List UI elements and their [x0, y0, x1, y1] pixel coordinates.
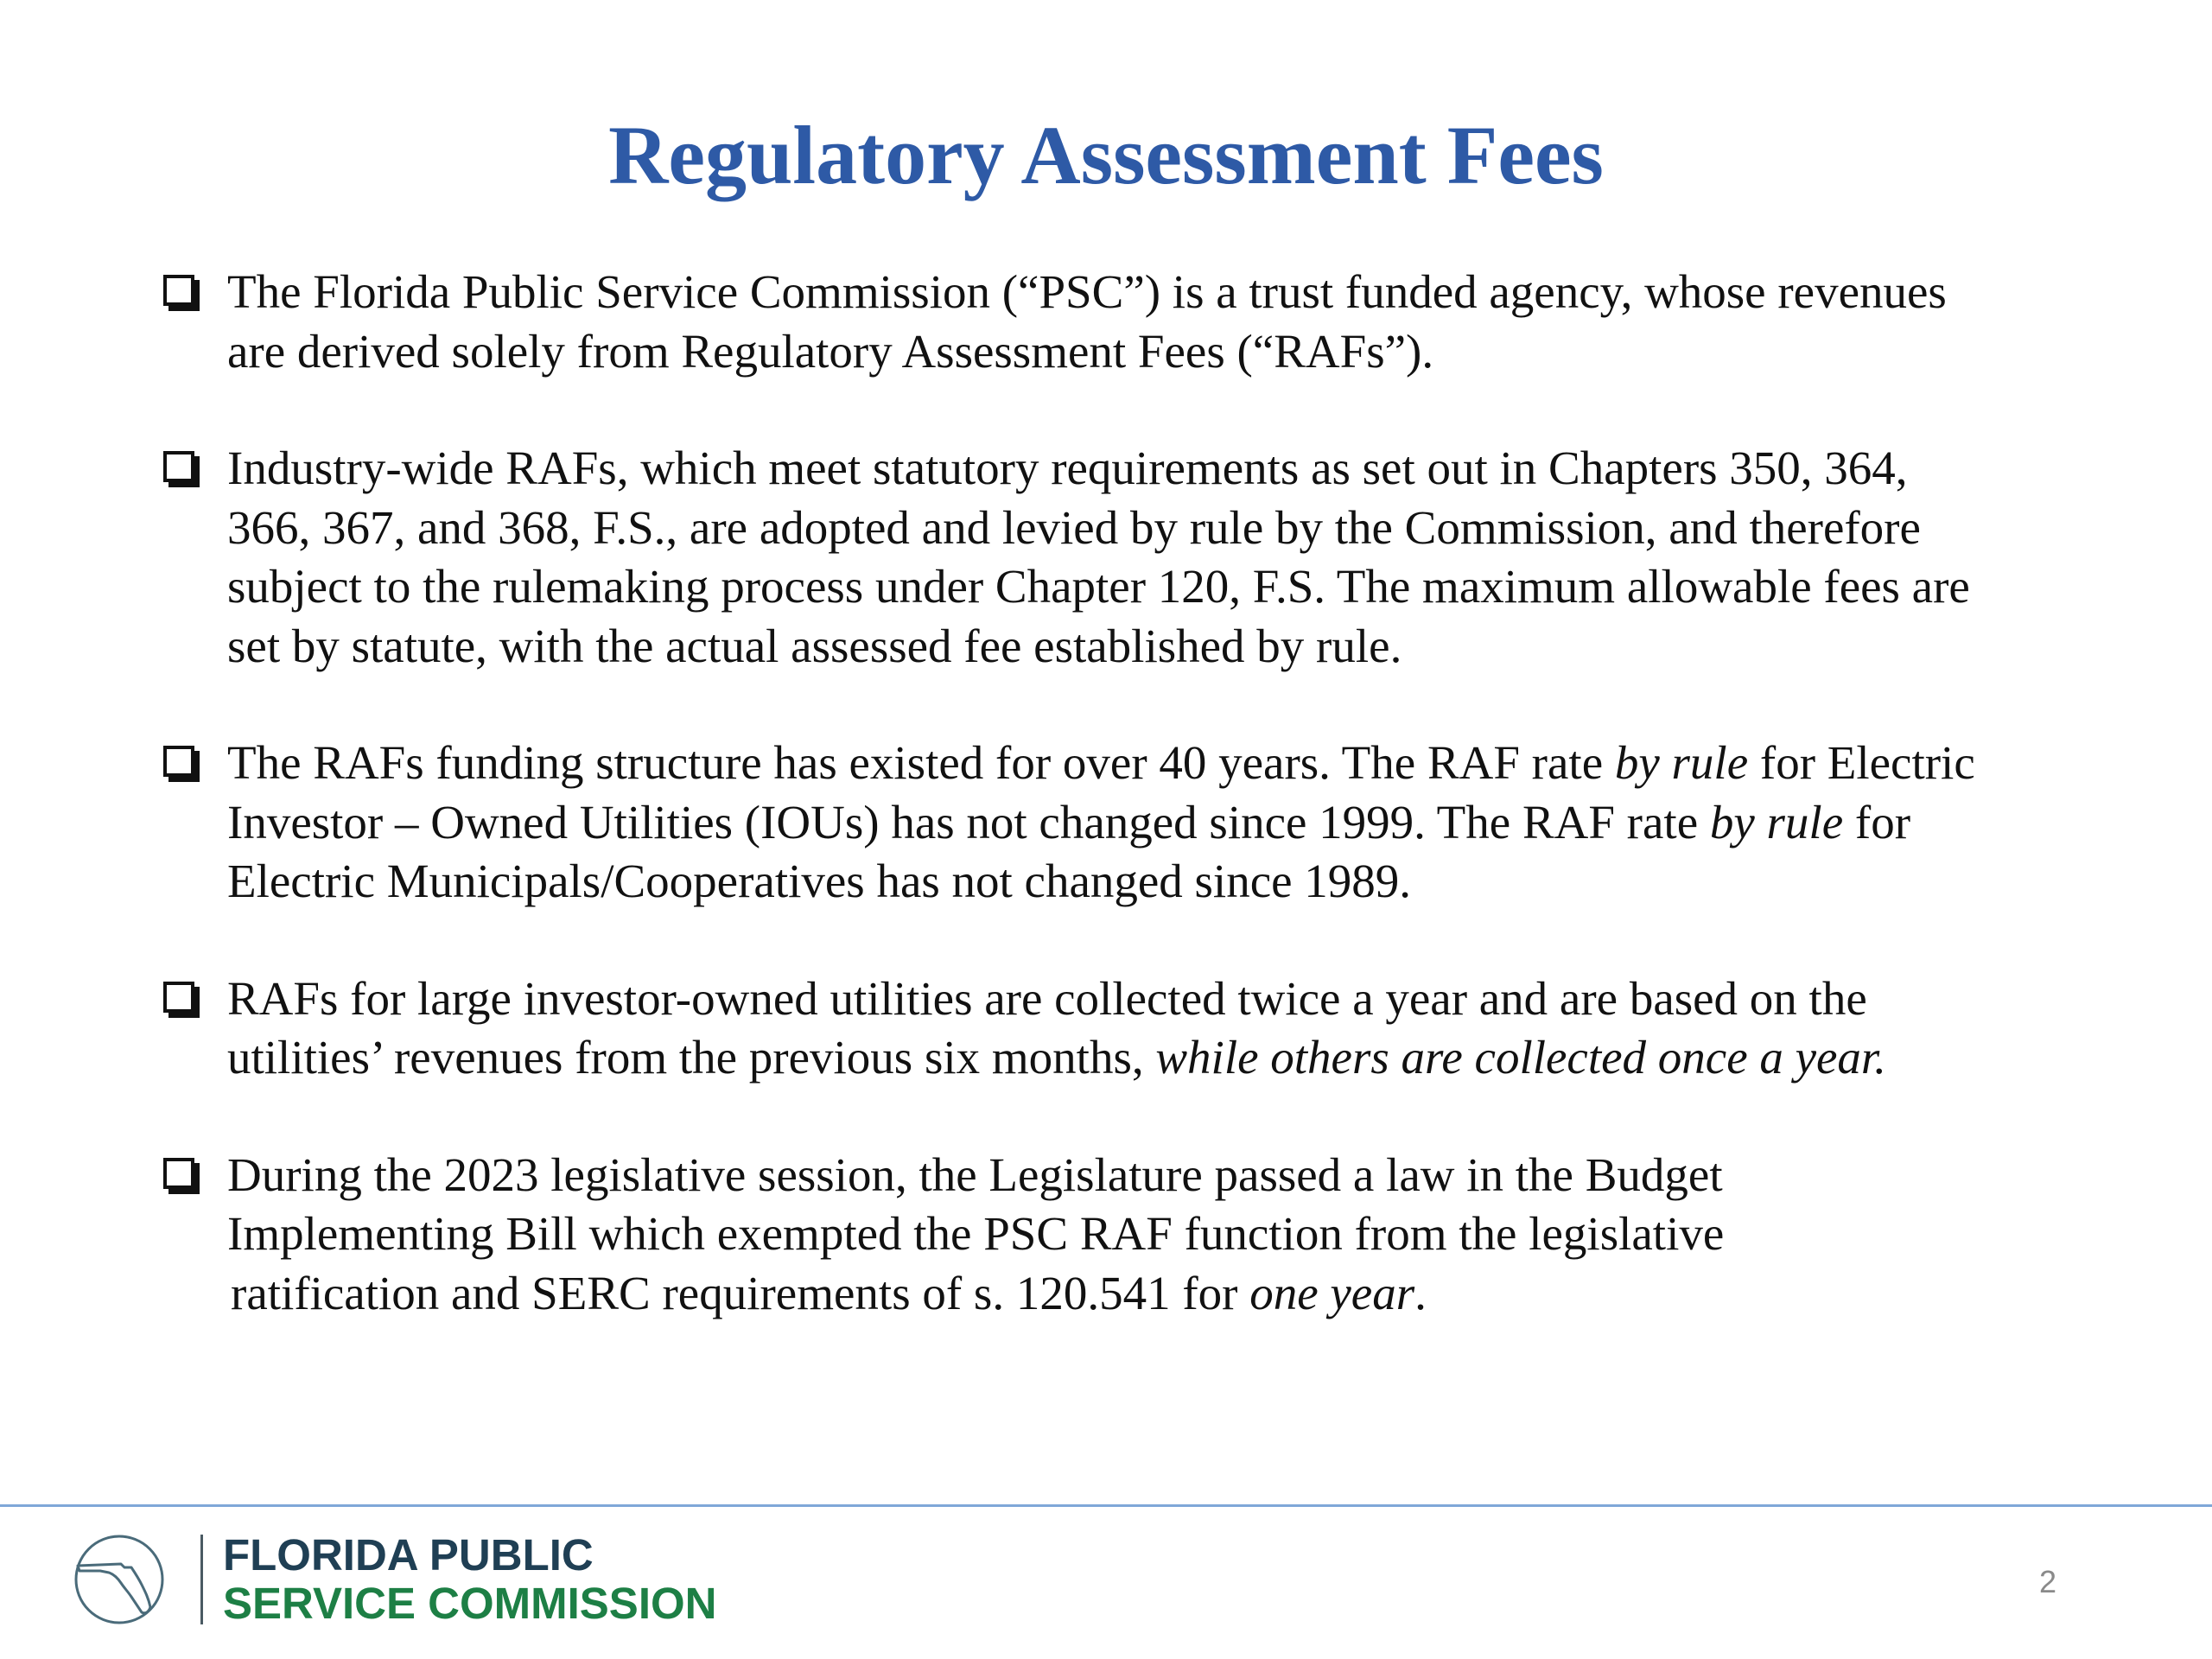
- checkbox-bullet-icon: [163, 275, 194, 306]
- checkbox-bullet-icon: [163, 1158, 194, 1189]
- text-run: 366, 367, and 368, F.S., are adopted and levied by rule by the Commission, and therefore: [227, 500, 1921, 554]
- footer-divider: [0, 1504, 2212, 1507]
- bullet-line: [227, 499, 2061, 558]
- text-run: Investor – Owned Utilities (IOUs) has not changed since 1999. The RAF rate: [227, 795, 1710, 849]
- text-run: .: [1414, 1266, 1427, 1319]
- checkbox-bullet-icon: [163, 746, 194, 777]
- bullet-line: [227, 852, 2061, 912]
- bullet-item: [160, 734, 2061, 912]
- bullet-line: [227, 1264, 2061, 1324]
- bullet-line: [227, 439, 2061, 499]
- italic-text-run: by rule: [1614, 736, 1749, 789]
- checkbox-bullet-icon: [163, 982, 194, 1013]
- text-run: During the 2023 legislative session, the Legislature passed a law in the Budget: [227, 1147, 1723, 1201]
- checkbox-bullet-icon: [163, 451, 194, 482]
- org-name-line2: SERVICE COMMISSION: [223, 1579, 717, 1628]
- text-run: are derived solely from Regulatory Assessment Fees (“RAFs”).: [227, 324, 1434, 378]
- bullet-line: [227, 263, 2061, 322]
- bullet-list: [160, 263, 2061, 1323]
- bullet-line: [227, 557, 2061, 617]
- bullet-line: [227, 1146, 2061, 1205]
- italic-text-run: one year: [1249, 1266, 1415, 1319]
- slide-title: Regulatory Assessment Fees: [608, 109, 1604, 201]
- florida-map-icon: [71, 1528, 168, 1628]
- text-run: The Florida Public Service Commission (“PSC”) is a trust funded agency, whose revenues: [227, 265, 1947, 318]
- bullet-item: [160, 439, 2061, 676]
- text-run: for: [1843, 795, 1911, 849]
- bullet-line: [227, 969, 2061, 1029]
- bullet-line: [227, 734, 2061, 793]
- text-run: Industry-wide RAFs, which meet statutory requirements as set out in Chapters 350, 364,: [227, 442, 1908, 494]
- italic-text-run: while others are collected once a year.: [1155, 1031, 1886, 1084]
- text-run: Electric Municipals/Cooperatives has not changed since 1989.: [227, 855, 1412, 907]
- italic-text-run: by rule: [1709, 795, 1844, 849]
- text-run: RAFs for large investor-owned utilities are collected twice a year and are based on the: [227, 971, 1867, 1025]
- text-run: subject to the rulemaking process under Chapter 120, F.S. The maximum allowable fees are: [227, 560, 1970, 613]
- bullet-line: [227, 1205, 2061, 1264]
- text-run: The RAFs funding structure has existed for over 40 years. The RAF rate: [227, 736, 1615, 789]
- org-name-line1: FLORIDA PUBLIC: [223, 1530, 594, 1580]
- page-number: 2: [2038, 1564, 2056, 1599]
- text-run: for Electric: [1748, 736, 1975, 789]
- bullet-item: [160, 263, 2061, 381]
- bullet-line: [227, 1028, 2061, 1088]
- bullet-item: [160, 1146, 2061, 1324]
- org-name: [223, 1531, 716, 1628]
- text-run: ratification and SERC requirements of s. 120.541 for: [231, 1266, 1250, 1319]
- text-run: set by statute, with the actual assessed fee established by rule.: [227, 619, 1402, 672]
- logo-divider: [200, 1535, 203, 1624]
- text-run: Implementing Bill which exempted the PSC RAF function from the legislative: [227, 1207, 1725, 1260]
- bullet-line: [227, 793, 2061, 853]
- bullet-item: [160, 969, 2061, 1088]
- bullet-line: [227, 322, 2061, 382]
- bullet-line: [227, 617, 2061, 677]
- text-run: utilities’ revenues from the previous six months,: [227, 1031, 1156, 1084]
